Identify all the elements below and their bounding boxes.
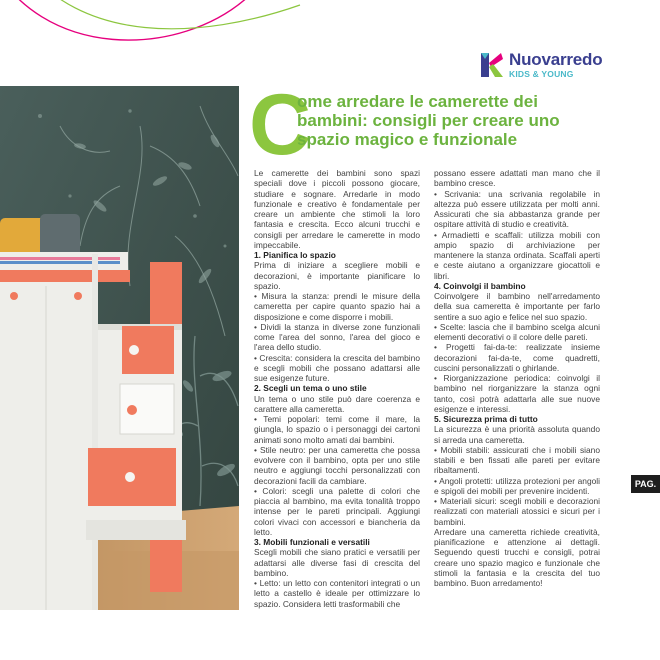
paragraph: possano essere adattati man mano che il bambino cresce. [434,168,600,189]
bullet-item: • Materiali sicuri: scegli mobili e decorazioni realizzati con materiali atossici e sicuri per i bambini. [434,496,600,527]
bullet-item: • Angoli protetti: utilizza protezioni per angoli e spigoli dei mobili per prevenire incidenti. [434,475,600,496]
paragraph: Coinvolgere il bambino nell'arredamento della sua cameretta è importante per farlo sentire a suo agio e felice nel suo spazio. [434,291,600,322]
brand-logo [479,49,629,81]
page-number: PAG. 89 [631,475,660,493]
bullet-item: • Dividi la stanza in diverse zone funzionali come l'area del sonno, l'area del gioco e l'area dello studio. [254,321,420,353]
paragraph: Le camerette dei bambini sono spazi speciali dove i piccoli possono giocare, studiare e sognare. Arredarle in modo funzionale e creativo è fondamentale per creare un ambiente che stimoli la loro fantasia e crescita. Ecco alcuni trucchi e consigli per arredare le camerette in modo impeccabile. [254,168,420,250]
section-heading: 3. Mobili funzionali e versatili [254,537,370,547]
section-heading: 2. Scegli un tema o uno stile [254,383,367,394]
article-column-right [434,168,600,588]
logo-mark-icon [479,51,505,79]
article-title [297,92,627,149]
paragraph: Arredare una cameretta richiede creatività, pianificazione e attenzione ai dettagli. Seguendo questi trucchi e consigli, potrai creare uno spazio magico e funzionale che stimoli la fantasia e la crescita del tuo bambino. Buon arredamento! [434,526,600,588]
bullet-item: • Temi popolari: temi come il mare, la giungla, lo spazio o i personaggi dei cartoni animati sono molto amati dai bambini. [254,414,420,445]
title-line: ome arredare le camerette dei [297,92,538,111]
paragraph: La sicurezza è una priorità assoluta quando si arreda una cameretta. [434,424,600,445]
paragraph: Un tema o uno stile può dare coerenza e carattere alla cameretta. [254,393,420,414]
bullet-item: • Scelte: lascia che il bambino scelga alcuni elementi decorativi o il colore delle pareti. [434,321,600,342]
title-drop-cap: C [249,77,312,173]
bedroom-photo [0,86,239,610]
section-heading: 4. Coinvolgi il bambino [434,280,526,291]
bullet-item: • Stile neutro: per una cameretta che possa evolvere con il bambino, opta per uno stile neutro e aggiungi tocchi personalizzati con decorazioni facili da cambiare. [254,444,420,486]
paragraph: Scegli mobili che siano pratici e versatili per adattarsi alle diverse fasi di crescita del bambino. [254,547,420,578]
title-line: spazio magico e funzionale [297,130,518,149]
bullet-item: • Scrivania: una scrivania regolabile in altezza può essere utilizzata per molti anni. Assicurati che sia abbastanza grande per ospitare attività di studio e creatività. [434,188,600,230]
bullet-item: • Progetti fai-da-te: realizzate insieme decorazioni fai-da-te, come quadretti, cuscini personalizzati o ghirlande. [434,342,600,373]
brand-name: Nuovarredo [509,50,603,69]
decorative-arcs [0,0,330,70]
section-heading: 5. Sicurezza prima di tutto [434,414,538,424]
article-column-left [254,168,420,609]
bullet-item: • Letto: un letto con contenitori integrati o un letto a castello è ideale per ottimizzare lo spazio. Considera letti trasformabili che [254,578,420,609]
section-heading: 1. Pianifica lo spazio [254,250,336,260]
bullet-item: • Mobili stabili: assicurati che i mobili siano stabili e ben fissati alle pareti per evitare ribaltamenti. [434,444,600,476]
brand-tagline: KIDS & YOUNG [509,69,574,79]
title-line: bambini: consigli per creare uno [297,111,560,130]
bullet-item: • Riorganizzazione periodica: coinvolgi il bambino nel riorganizzare la stanza ogni tanto, così potrà adattarla alle sue nuove esigenze e interessi. [434,373,600,414]
bullet-item: • Crescita: considera la crescita del bambino e scegli mobili che possano adattarsi alle sue esigenze future. [254,352,420,383]
bullet-item: • Colori: scegli una palette di colori che piaccia al bambino, ma evita tonalità troppo intense per le pareti principali. Aggiungi colori vivaci con accessori e biancheria da letto. [254,485,420,537]
bullet-item: • Misura la stanza: prendi le misure della cameretta per capire quanto spazio hai a disposizione e come disporre i mobili. [254,291,420,322]
paragraph: Prima di iniziare a scegliere mobili e decorazioni, è importante pianificare lo spazio. [254,260,420,291]
bedroom-illustration [0,86,239,610]
bullet-item: • Armadietti e scaffali: utilizza mobili con ampio spazio di archiviazione per mantenere la stanza ordinata. Scaffali aperti e ceste aiutano a organizzare giocattoli e libri. [434,229,600,281]
